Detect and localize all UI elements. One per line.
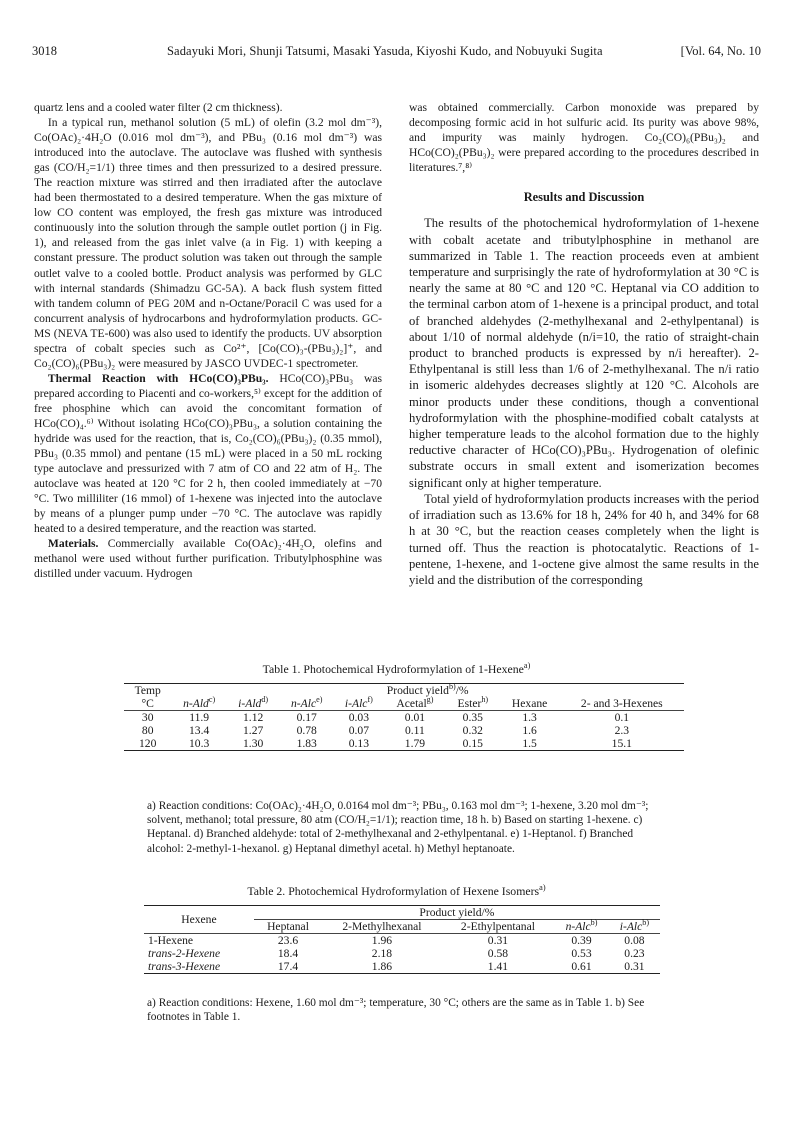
table-cell: 23.6	[277, 934, 299, 947]
table1-col-sup: e)	[316, 695, 323, 705]
table-cell: 1.3	[522, 711, 537, 724]
table-cell: 10.3	[188, 737, 210, 750]
table-cell: 0.39	[571, 934, 592, 947]
table-cell: 0.11	[404, 724, 425, 737]
table1-col	[384, 697, 446, 711]
table-cell: 0.13	[348, 737, 370, 750]
materials-text: Commercially available Co(OAc)₂·4H₂O, olefins and methanol were used without further purification. Tributylphosphine was distilled under vacuum. Hydrogen	[34, 537, 382, 581]
table1-col-sup: f)	[367, 695, 373, 705]
table1-yield-sup: b)	[448, 682, 456, 692]
runin-heading-thermal: Thermal Reaction with HCo(CO)₃PBu₃.	[47, 371, 269, 385]
table-cell: 0.1	[614, 711, 630, 724]
table-cell: 120	[139, 737, 157, 750]
table2-col-label: n-Alc	[565, 920, 591, 933]
table-cell: 17.4	[277, 960, 299, 973]
table-cell: 0.01	[404, 711, 426, 724]
table1-col: 2- and 3-Hexenes	[580, 697, 663, 710]
table2-col-sup: b)	[590, 918, 598, 928]
table-cell: 0.32	[462, 724, 483, 737]
table-cell: 1.83	[296, 737, 317, 750]
table1-col-sup: c)	[208, 695, 216, 705]
table-cell: 1.96	[371, 934, 393, 947]
table1-col-label: Acetal	[396, 697, 427, 710]
results-paragraph-1: The results of the photochemical hydroformylation of 1-hexene with cobalt acetate and tributylphosphine in methanol are summarized in Table 1. The reaction proceeds even at ambient temperature and surprisingly the rate of hydroformylation at 30 °C is nearly the same at 80 °C and 120 °C. Heptanal via CO addition to the terminal carbon atom of 1-hexene is a principal product, and total of branched aldehydes (2-methylhexanal and 2-ethylpentanal) is about 1/10 of normal aldehyde (n/i=10, the ratio of straight-chain product to branched products is expressed by n/i hereafter). 2-Ethylpentanal is still less than 1/6 of 2-methylhexanal. The n/i ratio in isomeric aldehydes decreases slightly at 120 °C. Alcohols are minor products under these conditions, though a conventional hydroformylation with the phosphine-modified cobalt catalysts at higher temperature leads to the alcohol formation due to the highly reductive character of HCo(CO)₃PBu₃. Hydrogenation of olefinic substrate occurs in small extent and isomerization becomes significant only at higher temperature.	[409, 216, 759, 490]
table-cell: 15.1	[611, 737, 632, 750]
table2-col: 2-Methylhexanal	[342, 920, 422, 933]
table-cell: 0.35	[462, 711, 483, 724]
table2-col-sup: b)	[642, 918, 650, 928]
thermal-reaction-text: HCo(CO)₃PBu₃ was prepared according to Piacenti and co-workers,⁵⁾ except for the addition of free phosphine which can avoid the concomitant formation of HCo(CO)₄.⁶⁾ Without isolating HCo(CO)₃PBu₃, a solution containing the hydride was used for the reaction, that is, Co₂(CO)₆(PBu₃)₂ (0.35 mmol), PBu₃ (0.35 mmol) and pentane (15 mL) were placed in a 50 mL rocking type autoclave and pressurized with 7 atm of CO and 22 atm of H₂. The autoclave was heated at 120 °C for 2 h, then cooled immediately at −70 °C. Two milliliter (16 mmol) of 1-hexene was injected into the autoclave by means of a plunger pump under −70 °C. The autoclave was rapidly heated to a desired temperature, and the reaction was started.	[34, 371, 382, 536]
table-row	[124, 711, 684, 725]
table1-temp-header: Temp	[134, 684, 161, 697]
table1-col-label: i-Alc	[344, 697, 368, 710]
table-cell: 1.41	[487, 960, 509, 973]
table-cell: 2.3	[614, 724, 630, 737]
table1-column-headers	[124, 697, 684, 711]
table-cell: 0.23	[624, 947, 645, 960]
table1-caption-sup: a)	[523, 661, 531, 671]
table2-footnotes: a) Reaction conditions: Hexene, 1.60 mol dm⁻³; temperature, 30 °C; others are the same as in Table 1. b) See footnotes in Table 1.	[147, 997, 645, 1024]
table-cell: 0.53	[571, 947, 592, 960]
runin-heading-materials: Materials.	[47, 537, 99, 551]
table-cell: 1-Hexene	[148, 934, 194, 947]
table-row	[144, 947, 660, 960]
page-number: 3018	[32, 44, 57, 58]
table1-col	[334, 697, 384, 711]
table-cell: 0.08	[624, 934, 645, 947]
table1-col	[227, 697, 280, 711]
table2-col-label: i-Alc	[619, 920, 643, 933]
table-cell: 1.12	[243, 711, 264, 724]
table1-col	[279, 697, 334, 711]
left-paragraph-materials	[34, 536, 382, 581]
table1-col-label: n-Alc	[291, 697, 317, 710]
table1-col	[446, 697, 499, 711]
table-cell: 1.79	[404, 737, 426, 750]
right-paragraph-0: was obtained commercially. Carbon monoxide was prepared by decomposing formic acid in hot sulfuric acid. Its purity was above 98%, and impurity was mainly hydrogen. Co₂(CO)₆(PBu₃)₂ and HCo(CO)₂(PBu₃)₂ were prepared according to the procedures described in literatures.⁷,⁸⁾	[409, 101, 759, 175]
table1-yield-unit: /%	[455, 684, 469, 697]
right-column	[409, 100, 759, 588]
table-cell: trans-3-Hexene	[148, 960, 221, 973]
table-cell: 30	[141, 711, 154, 724]
table-cell: 0.03	[348, 711, 370, 724]
table-cell: 1.27	[243, 724, 264, 737]
left-paragraph-typical-run: In a typical run, methanol solution (5 mL) of olefin (3.2 mol dm⁻³), Co(OAc)₂·4H₂O (0.016 mol dm⁻³), and PBu₃ (0.16 mol dm⁻³) was introduced into the autoclave. The autoclave was flushed with synthesis gas (CO/H₂=1/1) three times and then pressurized to a desired pressure. The reaction mixture was stirred and then irradiated after the autoclave had been thermostated to a desired temperature. When the gas mixture of low CO content was employed, the fresh gas mixture was introduced continuously into the solution through the sample outlet portion (j in Fig. 1), and released from the gas inlet valve (a in Fig. 1) with keeping a constant pressure. The product solution was taken out through the sample outlet valve to a cooled bottle. Product analysis was performed by GLC with internal standards (Shimadzu GC-5A). A back flush system fitted with tandem column of PEG 20M and n-Octane/Poracil C was used for a concurrent analysis of hydrocarbons and hydroformylation products. GC-MS (NEVA TE-600) was also used to identify the products. UV absorption spectra of cobalt species such as Co²⁺, [Co(CO)₃-(PBu₃)₂]⁺, and Co₂(CO)₆(PBu₃)₂ were measured by JASCO UVDEC-1 spectrometer.	[34, 116, 382, 370]
table-cell: 1.6	[522, 724, 537, 737]
table-cell: 1.5	[522, 737, 537, 750]
left-paragraph-thermal-reaction	[34, 371, 382, 537]
table2-caption-sup: a)	[539, 883, 546, 893]
table1-col-label: n-Ald	[183, 697, 209, 710]
table2	[144, 905, 660, 974]
author-line: Sadayuki Mori, Shunji Tatsumi, Masaki Yasuda, Kiyoshi Kudo, and Nobuyuki Sugita	[167, 44, 603, 58]
table2-caption-text: Table 2. Photochemical Hydroformylation of Hexene Isomers	[247, 884, 540, 898]
left-column	[34, 100, 382, 582]
table-cell: 0.58	[487, 947, 509, 960]
table-cell: 0.07	[348, 724, 370, 737]
table-row	[124, 724, 684, 737]
table1-col	[171, 697, 226, 711]
table1-col-sup: d)	[261, 695, 269, 705]
table-cell: 0.15	[462, 737, 483, 750]
table1-footnotes: a) Reaction conditions: Co(OAc)₂·4H₂O, 0.0164 mol dm⁻³; PBu₃, 0.163 mol dm⁻³; 1-hexene, 3.20 mol dm⁻³; solvent, methanol; total pressure, 80 atm (CO/H₂=1/1); reaction time, 18 h. b) Based on starting 1-hexene. c) Heptanal. d) Branched aldehyde: total of 2-methylhexanal and 2-ethylpentanal. e) 1-Heptanol. f) Branched alcohol: 2-methyl-1-hexanol. g) Heptanal dimethyl acetal. h) Methyl heptanoate.	[147, 800, 649, 855]
table2-hexene-header: Hexene	[144, 906, 254, 934]
table-row	[144, 960, 660, 974]
table1-col-label: i-Ald	[238, 697, 262, 710]
table2-col: Heptanal	[267, 920, 309, 933]
results-paragraph-2: Total yield of hydroformylation products increases with the period of irradiation such as 13.6% for 18 h, 24% for 40 h, and 34% for 68 h at 30 °C, but the reaction ceases completely when the light is turned off. Thus the reaction is photocatalytic. Reactions of 1-pentene, 1-hexene, and 1-octene give almost the same results in the yield and the distribution of the corresponding	[409, 491, 759, 587]
table1-col: °C	[141, 697, 154, 710]
table-cell: 11.9	[189, 711, 210, 724]
table2-col: 2-Ethylpentanal	[460, 920, 535, 933]
table1-col: Hexane	[511, 697, 548, 710]
table1-col-sup: g)	[426, 695, 434, 705]
table-cell: 0.78	[296, 724, 317, 737]
table-row	[144, 934, 660, 948]
table2-col	[609, 920, 660, 934]
table-cell: 0.17	[296, 711, 317, 724]
table-cell: 0.61	[571, 960, 592, 973]
table-row	[124, 737, 684, 751]
table1-caption	[0, 662, 793, 677]
table-cell: 0.31	[487, 934, 509, 947]
table1-yield-label: Product yield	[386, 684, 449, 697]
section-heading: Results and Discussion	[523, 190, 645, 205]
table1-col-label: Ester	[457, 697, 482, 710]
table-cell: trans-2-Hexene	[148, 947, 221, 960]
table1	[124, 683, 684, 751]
table-cell: 1.86	[371, 960, 393, 973]
running-header	[32, 44, 761, 62]
volume-info: [Vol. 64, No. 10	[680, 44, 761, 58]
table-cell: 18.4	[277, 947, 299, 960]
table-cell: 80	[141, 724, 154, 737]
table2-col	[554, 920, 609, 934]
table-cell: 0.31	[624, 960, 645, 973]
table1-col-sup: h)	[481, 695, 489, 705]
table-cell: 1.30	[243, 737, 264, 750]
table-cell: 2.18	[371, 947, 393, 960]
table2-yield-header: Product yield/%	[254, 906, 660, 920]
left-paragraph-0: quartz lens and a cooled water filter (2 cm thickness).	[34, 101, 283, 114]
table-cell: 13.4	[188, 724, 210, 737]
table1-caption-text: Table 1. Photochemical Hydroformylation of 1-Hexene	[262, 662, 524, 676]
table2-caption	[0, 884, 793, 899]
